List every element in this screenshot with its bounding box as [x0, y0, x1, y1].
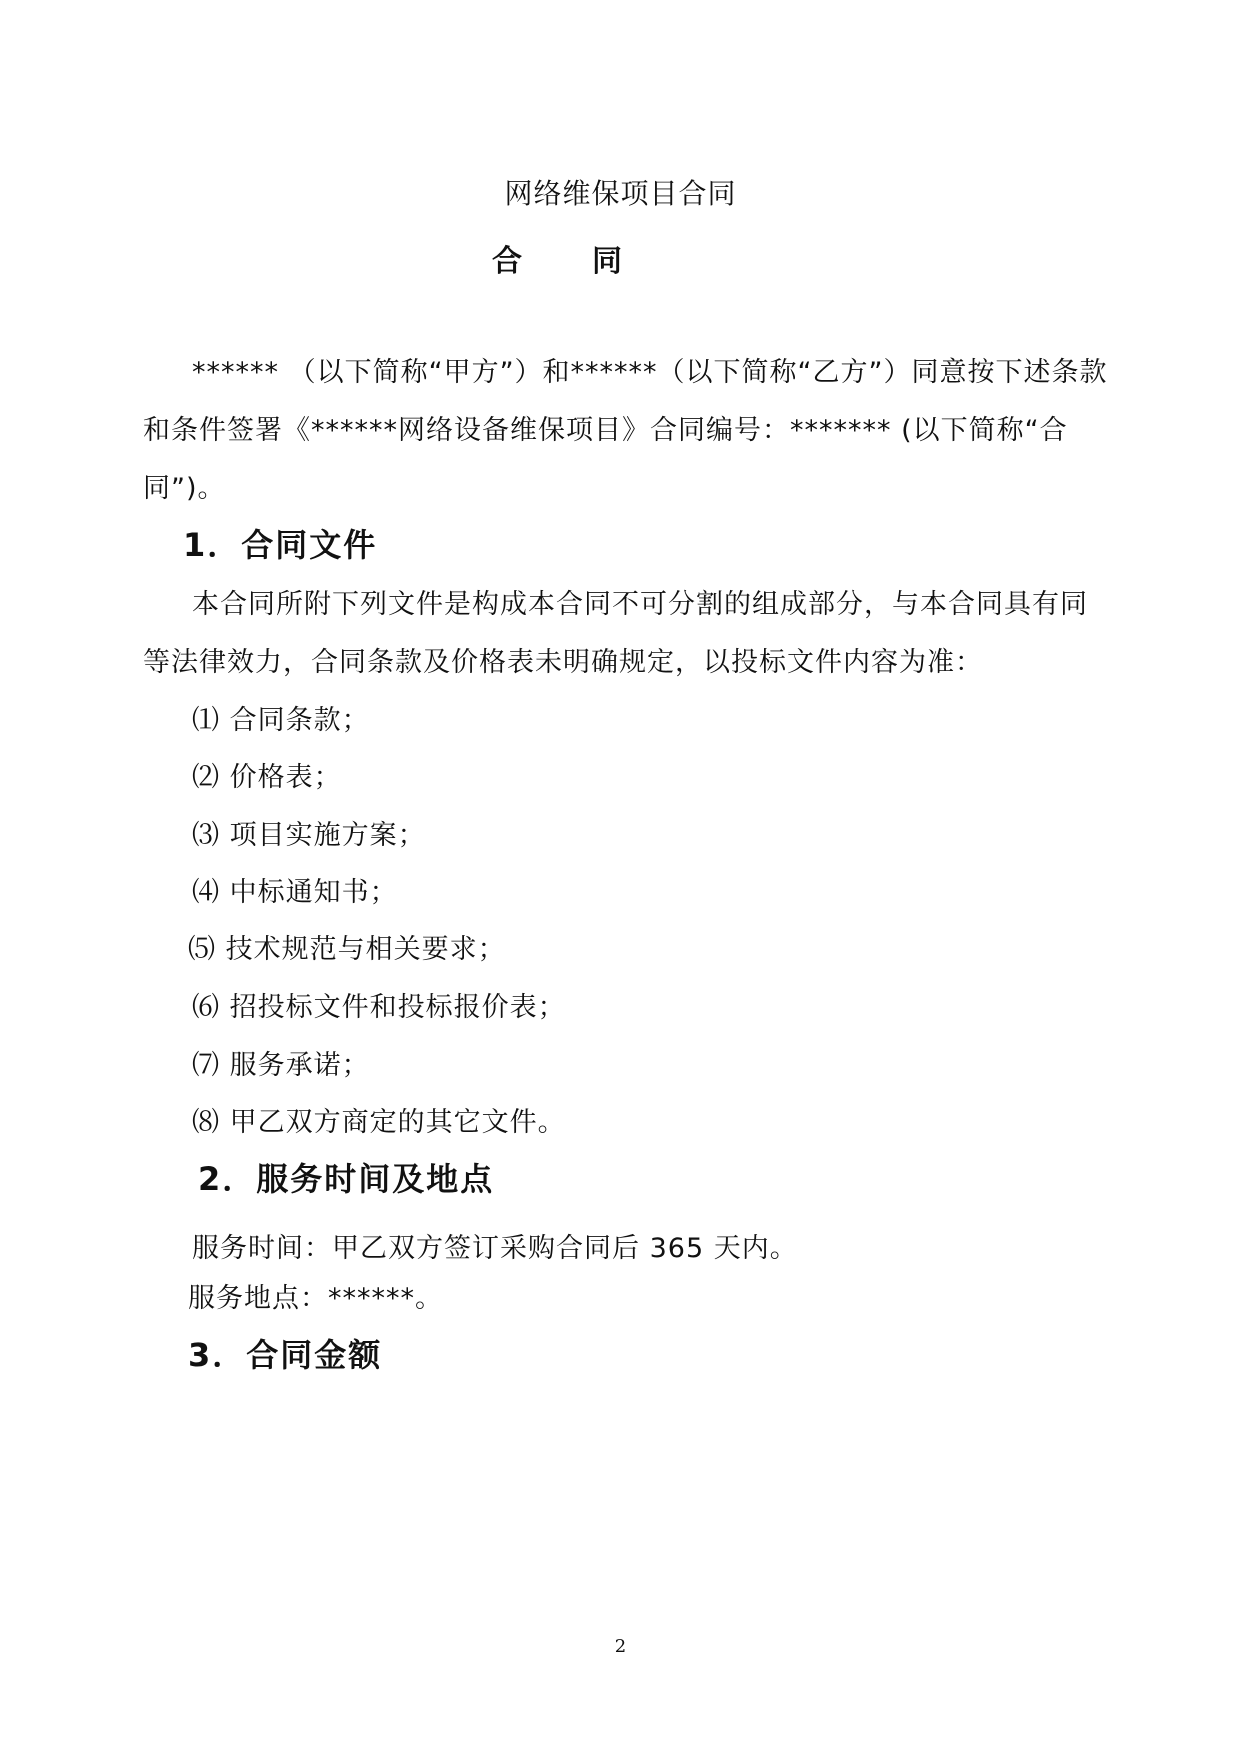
- list-item: ⑷ 中标通知书；: [192, 877, 398, 908]
- list-item: ⑻ 甲乙双方商定的其它文件。: [192, 1107, 566, 1138]
- list-item: ⑶ 项目实施方案；: [192, 820, 426, 851]
- contract-heading-char-2: 同: [592, 244, 622, 279]
- intro-line-1: ****** （以下简称“甲方”）和******（以下简称“乙方”）同意按下述条款: [192, 357, 1108, 388]
- section-2-title: 2．服务时间及地点: [198, 1160, 495, 1198]
- service-time-line: 服务时间：甲乙双方签订采购合同后 365 天内。: [192, 1233, 798, 1264]
- intro-line-3: 同”)。: [143, 473, 226, 504]
- document-title: 网络维保项目合同: [504, 177, 737, 210]
- list-item: ⑸ 技术规范与相关要求；: [188, 934, 506, 965]
- page-number: 2: [614, 1636, 627, 1657]
- section-1-para-line-1: 本合同所附下列文件是构成本合同不可分割的组成部分，与本合同具有同: [192, 589, 1088, 620]
- section-1-para-line-2: 等法律效力，合同条款及价格表未明确规定，以投标文件内容为准：: [143, 647, 983, 678]
- section-1-title: 1．合同文件: [183, 526, 378, 564]
- service-place-line: 服务地点：******。: [188, 1283, 443, 1314]
- list-item: ⑹ 招投标文件和投标报价表；: [192, 992, 566, 1023]
- list-item: ⑺ 服务承诺；: [192, 1050, 370, 1081]
- contract-heading-char-1: 合: [492, 244, 522, 279]
- section-3-title: 3．合同金额: [188, 1336, 383, 1374]
- list-item: ⑵ 价格表；: [192, 762, 342, 793]
- list-item: ⑴ 合同条款；: [192, 705, 370, 736]
- intro-line-2: 和条件签署《******网络设备维保项目》合同编号：******* (以下简称“合: [143, 415, 1068, 446]
